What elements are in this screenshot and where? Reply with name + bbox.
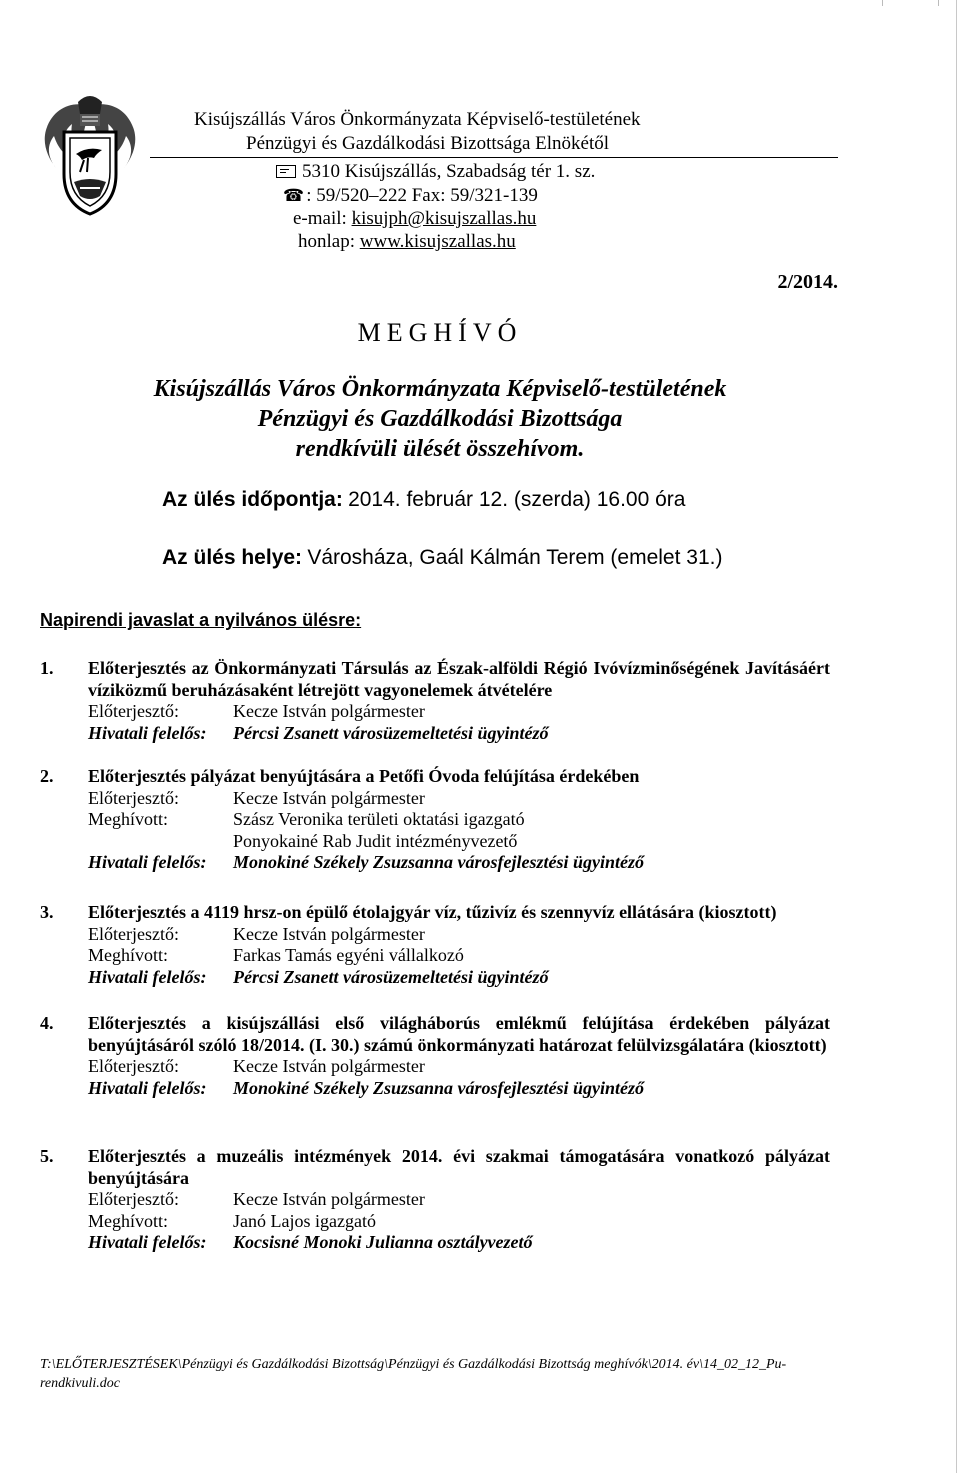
invited-label: Meghívott:: [88, 945, 168, 965]
responsible-label: Hivatali felelős:: [88, 852, 207, 872]
footer-file-path: T:\ELŐTERJESZTÉSEK\Pénzügyi és Gazdálkodási Bizottság\Pénzügyi és Gazdálkodási Bizottság meghívók\2014. év\14_02_12_Pu-rendkivuli.doc: [40, 1357, 787, 1391]
envelope-icon: [276, 165, 296, 178]
agenda-item-title: Előterjesztés pályázat benyújtására a Petőfi Óvoda felújítása érdekében: [88, 766, 640, 786]
presenter-label: Előterjesztő:: [88, 1056, 179, 1076]
invited-value: Szász Veronika területi oktatási igazgató: [233, 809, 525, 829]
telephone-icon: ☎: [283, 186, 305, 206]
responsible-label: Hivatali felelős:: [88, 1077, 207, 1098]
responsible-value: Pércsi Zsanett városüzemeltetési ügyintéző: [233, 966, 549, 987]
presenter-value: Kecze István polgármester: [233, 923, 425, 944]
subtitle-line3: rendkívüli ülését összehívom.: [295, 436, 585, 462]
presenter-value: Kecze István polgármester: [233, 1189, 425, 1209]
presenter-label: Előterjesztő:: [88, 1189, 179, 1209]
presenter-label: Előterjesztő:: [88, 787, 179, 808]
agenda-item-title: Előterjesztés az Önkormányzati Társulás az Észak-alföldi Régió Ivóvízminőségének Javításáért víziközmű beruházásaként létrejött vagyonelemek átvételére: [88, 658, 830, 700]
meeting-time-label: Az ülés időpontja:: [162, 488, 343, 511]
responsible-value: Monokiné Székely Zsuzsanna városfejlesztési ügyintéző: [233, 1077, 645, 1098]
invited-label: Meghívott:: [88, 1210, 168, 1231]
email-label: e-mail:: [293, 208, 347, 229]
responsible-value: Monokiné Székely Zsuzsanna városfejlesztési ügyintéző: [233, 852, 645, 872]
agenda-item-number: 1.: [40, 658, 54, 678]
responsible-value: Pércsi Zsanett városüzemeltetési ügyintéző: [233, 722, 549, 743]
meeting-place-label: Az ülés helye:: [162, 546, 303, 569]
phone-text: : 59/520–222 Fax: 59/321-139: [306, 185, 538, 206]
address-text: 5310 Kisújszállás, Szabadság tér 1. sz.: [302, 161, 596, 182]
presenter-label: Előterjesztő:: [88, 923, 179, 944]
invited-label: Meghívott:: [88, 809, 168, 829]
agenda-item: [40, 1013, 830, 1099]
agenda-item: [40, 766, 830, 874]
document-number: 2/2014.: [777, 271, 838, 293]
meeting-place-value: Városháza, Gaál Kálmán Terem (emelet 31.): [307, 546, 723, 569]
web-label: honlap:: [298, 231, 355, 252]
web-link[interactable]: www.kisujszallas.hu: [359, 231, 516, 252]
letterhead-org-line1: Kisújszállás Város Önkormányzata Képviselő-testületének: [194, 109, 641, 130]
agenda-item-title: Előterjesztés a 4119 hrsz-on épülő étolajgyár víz, tűzivíz és szennyvíz ellátására (kiosztott): [88, 902, 777, 922]
letterhead-web: [298, 230, 516, 253]
agenda-item-title: Előterjesztés a muzeális intézmények 2014. évi szakmai támogatására vonatkozó pályázat benyújtására: [88, 1146, 830, 1188]
presenter-label: Előterjesztő:: [88, 701, 179, 721]
invited-value: Janó Lajos igazgató: [233, 1210, 376, 1231]
presenter-value: Kecze István polgármester: [233, 787, 425, 808]
meeting-time-value: 2014. február 12. (szerda) 16.00 óra: [348, 488, 686, 511]
agenda-item-number: 5.: [40, 1146, 54, 1166]
agenda-heading: Napirendi javaslat a nyilvános ülésre:: [40, 610, 362, 630]
presenter-value: Kecze István polgármester: [233, 1056, 425, 1076]
responsible-label: Hivatali felelős:: [88, 722, 207, 743]
presenter-value: Kecze István polgármester: [233, 701, 425, 721]
document-title: MEGHÍVÓ: [357, 318, 523, 347]
subtitle-line2: Pénzügyi és Gazdálkodási Bizottsága: [257, 406, 623, 432]
agenda-item-title: Előterjesztés a kisújszállási első világháborús emlékmű felújítása érdekében pályázat benyújtásáról szóló 18/2014. (I. 30.) számú önkormányzati határozat felülvizsgálatára (kiosztott): [88, 1013, 830, 1055]
scan-mark: [938, 0, 939, 6]
agenda-item-number: 3.: [40, 902, 54, 922]
agenda-item: [40, 902, 830, 988]
agenda-item-number: 2.: [40, 766, 54, 786]
subtitle-line1: Kisújszállás Város Önkormányzata Képviselő-testületének: [153, 376, 727, 402]
responsible-label: Hivatali felelős:: [88, 966, 207, 987]
invited-value: Ponyokainé Rab Judit intézményvezető: [233, 830, 518, 851]
agenda-item: [40, 1146, 830, 1254]
letterhead-email: [293, 207, 536, 230]
letterhead-address: [276, 160, 595, 183]
agenda-item: [40, 658, 830, 744]
meeting-place: [162, 545, 722, 570]
scan-mark: [882, 0, 883, 6]
responsible-label: Hivatali felelős:: [88, 1232, 207, 1252]
invited-value: Farkas Tamás egyéni vállalkozó: [233, 945, 464, 965]
agenda-item-number: 4.: [40, 1013, 54, 1033]
scan-edge-line: [956, 0, 957, 1473]
letterhead-phone: [283, 184, 538, 208]
letterhead-org-line2: Pénzügyi és Gazdálkodási Bizottsága Elnökétől: [246, 133, 610, 154]
responsible-value: Kocsisné Monoki Julianna osztályvezető: [233, 1232, 533, 1252]
coat-of-arms-icon: [40, 92, 140, 217]
meeting-time: [162, 487, 685, 512]
email-link[interactable]: kisujph@kisujszallas.hu: [351, 208, 537, 229]
letterhead-rule: [150, 157, 838, 158]
